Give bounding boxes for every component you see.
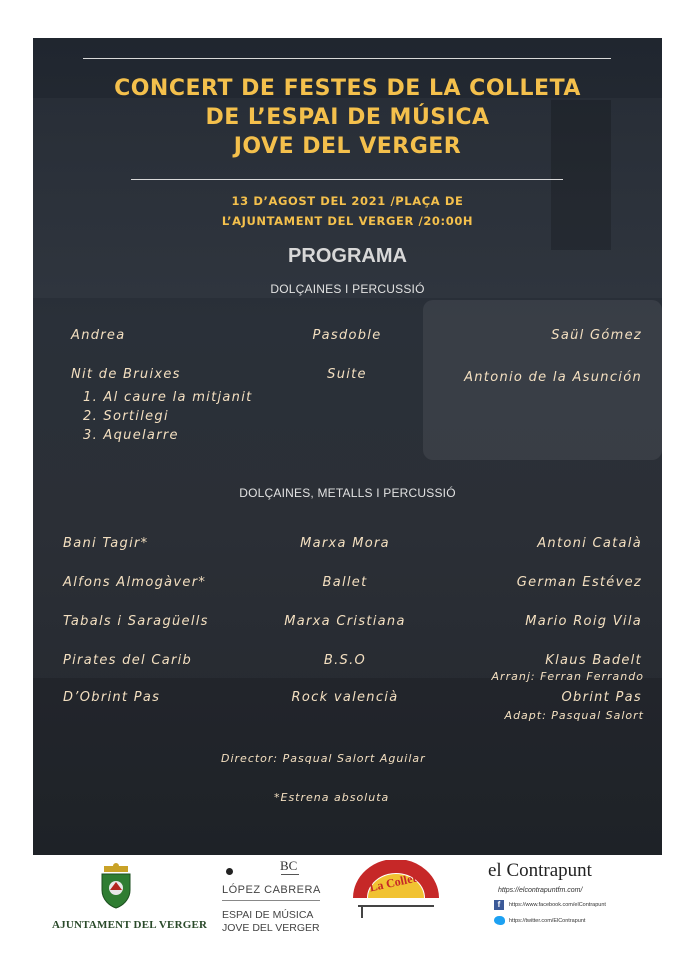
s2-row5-composer: Obrint Pas [561, 690, 642, 705]
contrapunt-url[interactable]: https://elcontrapuntfm.com/ [498, 887, 583, 894]
s2-row1-piece: Bani Tagir* [63, 536, 149, 551]
title-line-1: CONCERT DE FESTES DE LA COLLETA [114, 76, 581, 101]
lopez-monogram: BC [280, 858, 298, 873]
concert-poster [33, 38, 662, 855]
coat-of-arms-icon [96, 862, 136, 910]
s2-row2-piece: Alfons Almogàver* [63, 575, 207, 590]
s1-row1-composer: Saül Gómez [551, 328, 642, 343]
s2-row3-genre: Marxa Cristiana [284, 614, 406, 629]
top-rule [83, 58, 611, 59]
s2-row1-genre: Marxa Mora [300, 536, 390, 551]
s2-row5-piece: D’Obrint Pas [63, 690, 161, 705]
la-colleta-text: La Colleta [368, 869, 424, 895]
ajuntament-text: AJUNTAMENT DEL VERGER [52, 919, 208, 931]
dot-mark-icon [226, 868, 233, 875]
s1-movement-3: 3. Aquelarre [83, 428, 179, 443]
twitter-link[interactable]: https://twitter.com/ElContrapunt [509, 918, 586, 924]
el-contrapunt-logo [488, 860, 638, 940]
lopez-bar [281, 874, 299, 875]
s2-row2-genre: Ballet [322, 575, 368, 590]
date-line-1: 13 D’AGOST DEL 2021 /PLAÇA DE [231, 194, 464, 208]
lopez-cabrera-logo [222, 858, 322, 940]
lopez-name: LÓPEZ CABRERA [222, 884, 321, 896]
s2-row4-composer: Klaus Badelt [545, 653, 642, 668]
s2-row3-piece: Tabals i Saragüells [63, 614, 209, 629]
s1-row2-composer: Antonio de la Asunción [464, 370, 642, 385]
s1-row2-genre: Suite [327, 367, 367, 382]
section2-title: DOLÇAINES, METALLS I PERCUSSIÓ [239, 486, 456, 500]
contrapunt-title: el Contrapunt [488, 860, 592, 881]
middle-rule [131, 179, 563, 180]
director-credit: Director: Pasqual Salort Aguilar [221, 752, 426, 765]
s1-movement-1: 1. Al caure la mitjanit [83, 390, 253, 405]
premiere-footnote: *Estrena absoluta [274, 791, 390, 804]
s1-movement-2: 2. Sortilegi [83, 409, 169, 424]
date-line-2: L’AJUNTAMENT DEL VERGER /20:00H [221, 214, 474, 228]
twitter-icon[interactable] [494, 916, 505, 925]
lopez-divider [222, 900, 320, 901]
facebook-link[interactable]: https://www.facebook.com/elContrapunt [509, 902, 606, 908]
programa-heading: PROGRAMA [288, 245, 407, 267]
s2-row5-note: Adapt: Pasqual Salort [504, 709, 644, 722]
s2-row4-piece: Pirates del Carib [63, 653, 193, 668]
title-line-3: JOVE DEL VERGER [233, 134, 462, 159]
title-line-2: DE L’ESPAI DE MÚSICA [205, 105, 490, 130]
facebook-icon[interactable]: f [494, 900, 504, 910]
s2-row3-composer: Mario Roig Vila [525, 614, 642, 629]
espai-line-1: ESPAI DE MÚSICA [222, 909, 314, 921]
ajuntament-logo [52, 862, 208, 934]
s1-row2-piece: Nit de Bruixes [71, 367, 181, 382]
s2-row1-composer: Antoni Català [537, 536, 642, 551]
s1-row1-piece: Andrea [71, 328, 126, 343]
espai-line-2: JOVE DEL VERGER [222, 922, 320, 934]
s2-row2-composer: German Estévez [516, 575, 642, 590]
la-colleta-logo [352, 860, 442, 932]
s2-row4-genre: B.S.O [323, 653, 367, 668]
s2-row5-genre: Rock valencià [291, 690, 399, 705]
section1-title: DOLÇAINES I PERCUSSIÓ [270, 282, 425, 296]
s2-row4-note: Arranj: Ferran Ferrando [491, 670, 644, 683]
s1-row1-genre: Pasdoble [312, 328, 382, 343]
